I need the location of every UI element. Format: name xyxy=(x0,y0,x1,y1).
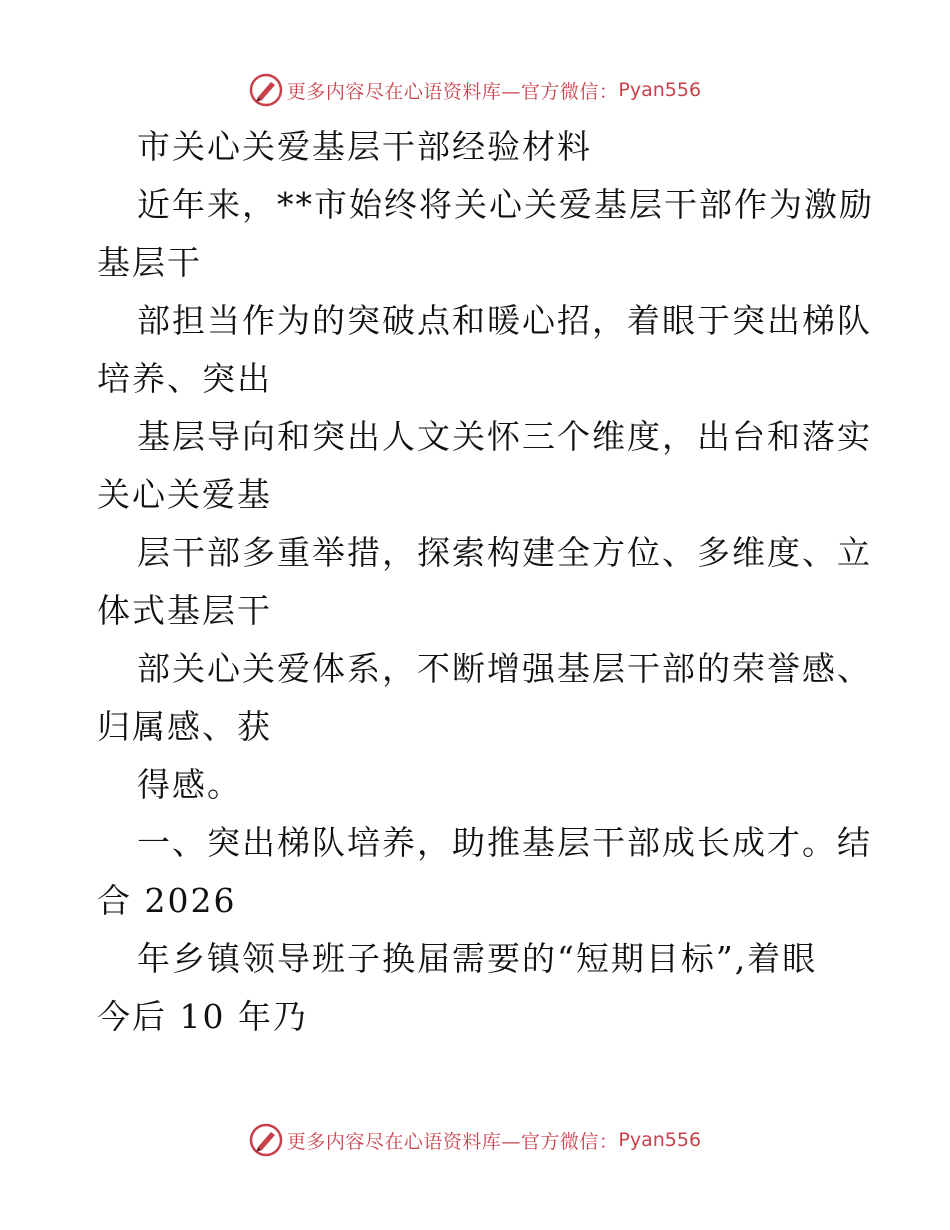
document-body xyxy=(97,118,874,1046)
paragraph-line: 得感。 xyxy=(137,765,242,804)
paragraph-line: 体式基层干 xyxy=(97,591,272,630)
paragraph-line: 层干部多重举措，探索构建全方位、多维度、立 xyxy=(137,533,872,572)
pen-logo-icon xyxy=(249,1123,283,1157)
paragraph-line: 合 2026 xyxy=(97,881,237,920)
watermark-wechat-id: Pyan556 xyxy=(618,79,702,101)
paragraph-line: 部担当作为的突破点和暖心招，着眼于突出梯队 xyxy=(137,301,872,340)
pen-logo-icon xyxy=(249,73,283,107)
paragraph-line: 部关心关爱体系，不断增强基层干部的荣誉感、 xyxy=(137,649,872,688)
paragraph-line: 培养、突出 xyxy=(97,359,272,398)
paragraph-line: 基层干 xyxy=(97,243,202,282)
paragraph-line: 年乡镇领导班子换届需要的“短期目标”,着眼 xyxy=(137,939,818,978)
paragraph-line: 基层导向和突出人文关怀三个维度，出台和落实 xyxy=(137,417,872,456)
document-title: 市关心关爱基层干部经验材料 xyxy=(137,127,592,166)
paragraph-line: 关心关爱基 xyxy=(97,475,272,514)
watermark-footer xyxy=(0,1120,950,1160)
watermark-text: 更多内容尽在心语资料库—官方微信： xyxy=(286,1130,619,1153)
paragraph-line: 近年来，**市始终将关心关爱基层干部作为激励 xyxy=(137,185,874,224)
watermark-header xyxy=(0,70,950,110)
section-heading-line: 一、突出梯队培养，助推基层干部成长成才。结 xyxy=(137,823,872,862)
paragraph-line: 今后 10 年乃 xyxy=(97,997,308,1036)
paragraph-line: 归属感、获 xyxy=(97,707,272,746)
watermark-wechat-id: Pyan556 xyxy=(618,1129,702,1151)
watermark-text: 更多内容尽在心语资料库—官方微信： xyxy=(286,80,619,103)
